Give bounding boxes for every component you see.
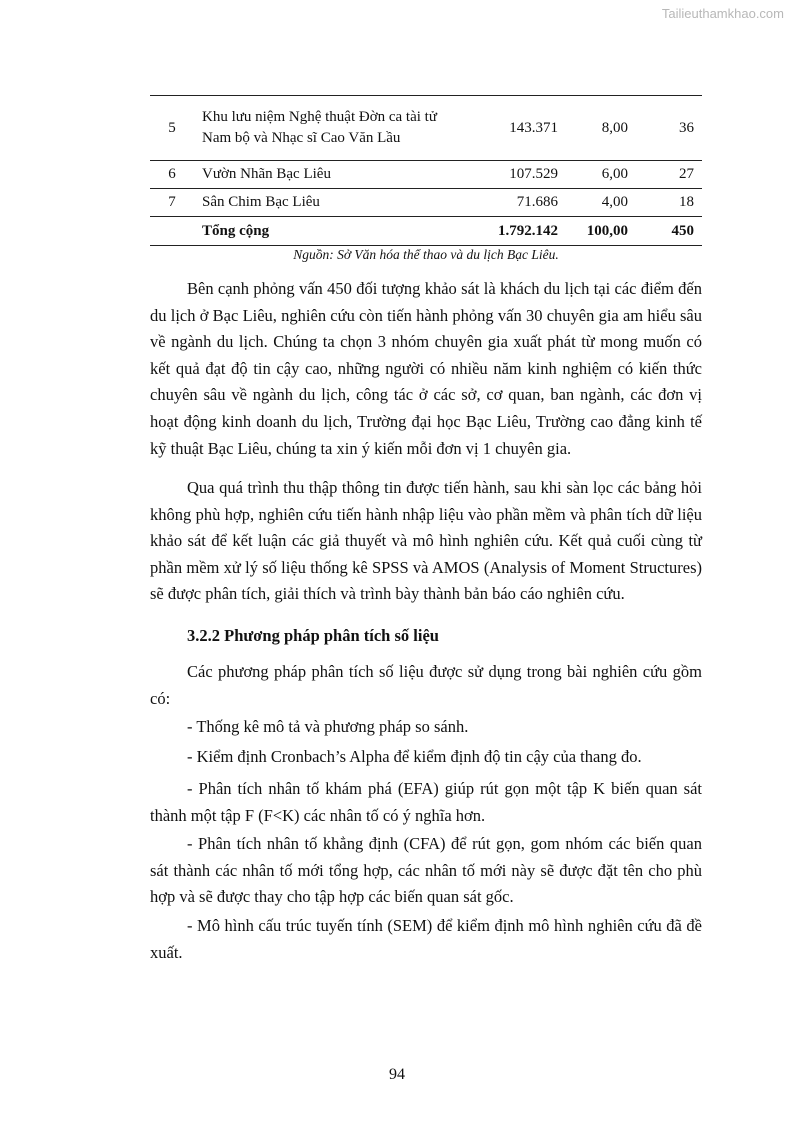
destination-name: Vườn Nhãn Bạc Liêu xyxy=(202,166,331,182)
row-number: 7 xyxy=(168,194,176,210)
method-item: - Phân tích nhân tố khám phá (EFA) giúp rút gọn một tập K biến quan sát thành một tập F (F<K) các nhân tố có ý nghĩa hơn. xyxy=(150,779,702,825)
total-sample-size: 450 xyxy=(671,222,694,239)
total-empty-cell xyxy=(150,217,194,246)
percent-value: 4,00 xyxy=(601,194,628,210)
table-row xyxy=(150,189,702,217)
table-row xyxy=(150,161,702,189)
destination-name: Khu lưu niệm Nghệ thuật Đờn ca tài tử Nam bộ và Nhạc sĩ Cao Văn Lầu xyxy=(202,109,437,146)
method-item: - Kiểm định Cronbach’s Alpha để kiểm định độ tin cậy của thang đo. xyxy=(187,747,642,766)
sample-size: 18 xyxy=(679,194,694,210)
row-number: 5 xyxy=(168,119,176,136)
visitor-count: 143.371 xyxy=(509,119,558,136)
destination-name: Sân Chim Bạc Liêu xyxy=(202,194,320,210)
row-number: 6 xyxy=(168,166,176,182)
percent-value: 6,00 xyxy=(601,166,628,182)
page-number: 94 xyxy=(389,1066,405,1083)
section-heading: 3.2.2 Phương pháp phân tích số liệu xyxy=(187,626,439,645)
watermark-text: Tailieuthamkhao.com xyxy=(661,6,784,21)
sample-size: 27 xyxy=(679,166,694,182)
body-paragraph: Bên cạnh phỏng vấn 450 đối tượng khảo sát là khách du lịch tại các điểm đến du lịch ở Bạc Liêu, nghiên cứu còn tiến hành phỏng vấn 30 chuyên gia am hiểu sâu về ngành du lịch. Chúng ta chọn 3 nhóm chuyên gia xuất phát từ mong muốn có kết quả đạt độ tin cậy cao, những người có nhiều năm kinh nghiệm có kiến thức chuyên sâu về ngành du lịch, công tác ở các sở, cơ quan, ban ngành, các đơn vị hoạt động kinh doanh du lịch, Trường đại học Bạc Liêu, Trường cao đẳng kinh tế kỹ thuật Bạc Liêu, chúng ta xin ý kiến mỗi đơn vị 1 chuyên gia. xyxy=(150,279,702,458)
visitor-count: 71.686 xyxy=(516,194,558,210)
methods-intro: Các phương pháp phân tích số liệu được sử dụng trong bài nghiên cứu gồm có: xyxy=(150,662,702,708)
method-item: - Mô hình cấu trúc tuyến tính (SEM) để kiểm định mô hình nghiên cứu đã đề xuất. xyxy=(150,916,702,962)
visitor-count: 107.529 xyxy=(509,166,558,182)
method-item: - Phân tích nhân tố khẳng định (CFA) để rút gọn, gom nhóm các biến quan sát thành các nhân tố mới tổng hợp, các nhân tố mới này sẽ được đặt tên cho phù hợp và sẽ được thay cho tập hợp các biến quan sát gốc. xyxy=(150,834,702,907)
percent-value: 8,00 xyxy=(601,119,628,136)
total-visitor-count: 1.792.142 xyxy=(498,222,558,239)
table-source-note: Nguồn: Sở Văn hóa thể thao và du lịch Bạc Liêu. xyxy=(293,247,559,262)
table-total-row xyxy=(150,217,702,246)
tourism-data-table xyxy=(150,95,702,246)
method-item: - Thống kê mô tả và phương pháp so sánh. xyxy=(187,717,469,736)
total-label: Tổng cộng xyxy=(202,222,270,239)
sample-size: 36 xyxy=(679,119,694,136)
body-paragraph: Qua quá trình thu thập thông tin được tiến hành, sau khi sàn lọc các bảng hỏi không phù hợp, nghiên cứu tiến hành nhập liệu vào phần mềm và phân tích dữ liệu khảo sát để kết luận các giả thuyết và mô hình nghiên cứu. Kết quả cuối cùng từ phần mềm xử lý số liệu thống kê SPSS và AMOS (Analysis of Moment Structures) sẽ được phân tích, giải thích và trình bày thành bản báo cáo nghiên cứu. xyxy=(150,478,702,604)
table-row xyxy=(150,96,702,161)
total-percent: 100,00 xyxy=(586,222,628,239)
